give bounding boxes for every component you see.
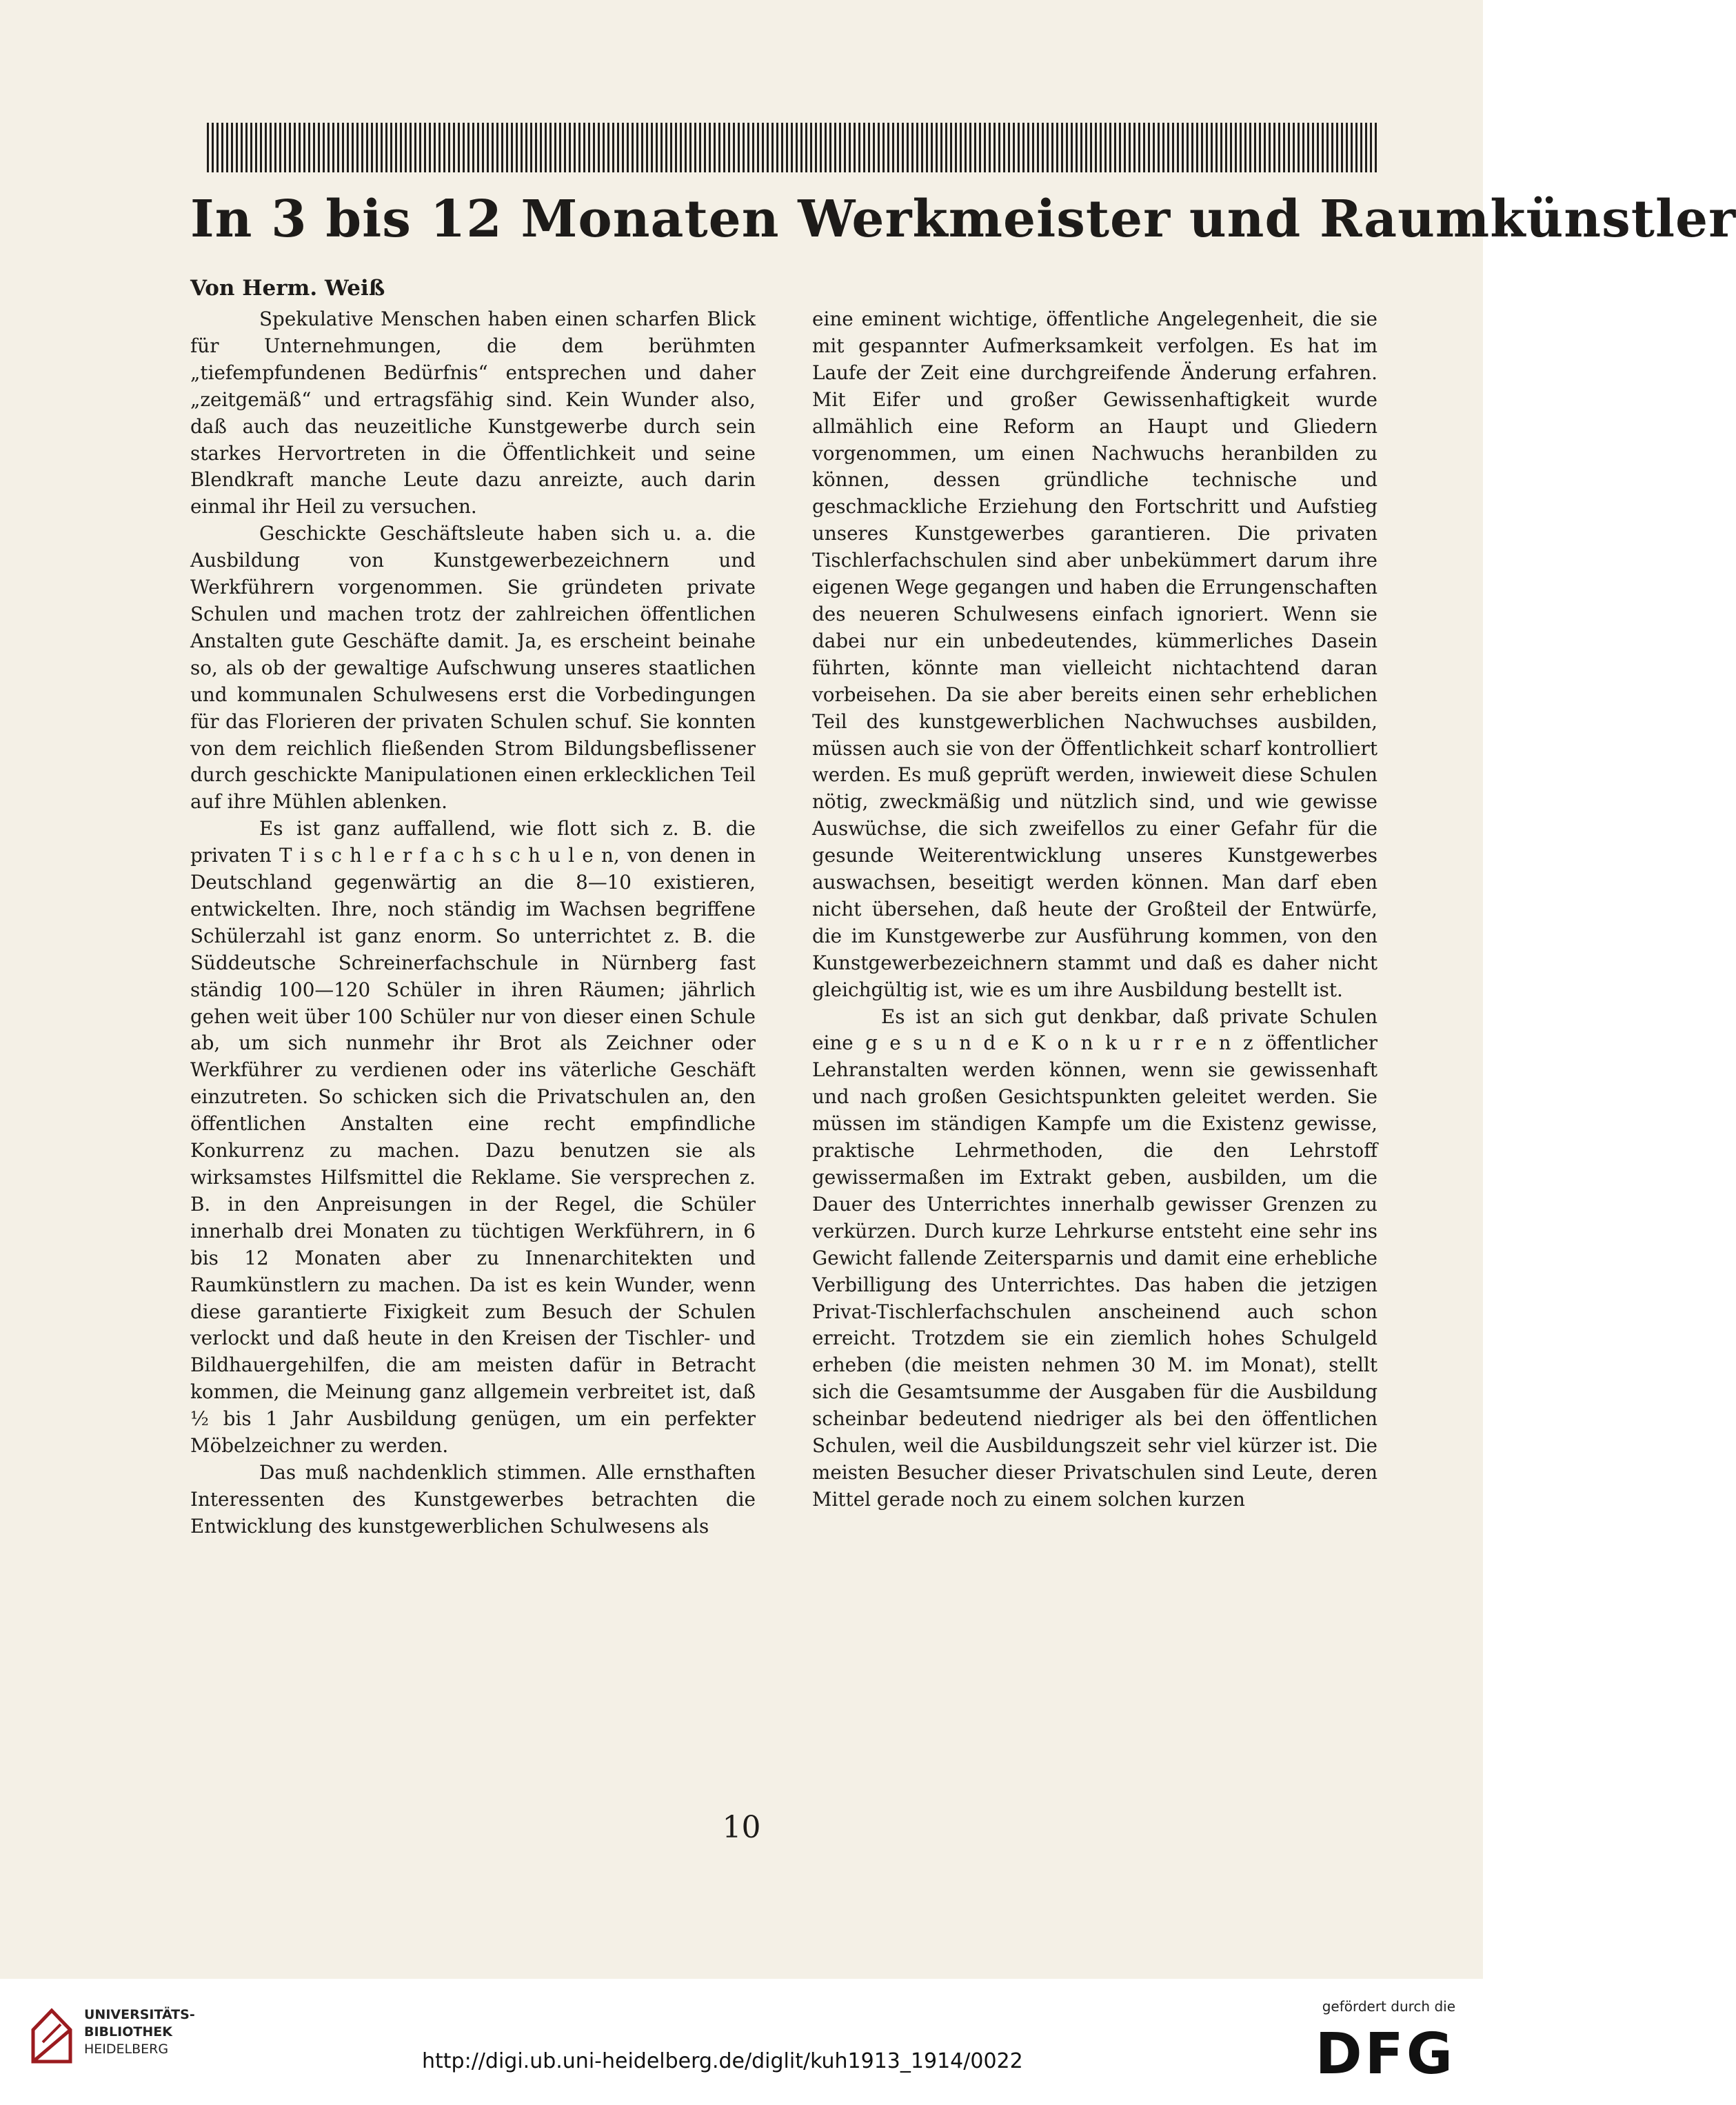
permalink-url[interactable]: http://digi.ub.uni-heidelberg.de/diglit/kuh1913_1914/0022	[422, 2049, 1023, 2073]
library-name-line: UNIVERSITÄTS-	[84, 2007, 195, 2022]
right-text-column	[812, 306, 1377, 1513]
left-text-column	[190, 306, 756, 1540]
dfg-logo: DFG	[1315, 2022, 1455, 2087]
library-name-line: HEIDELBERG	[84, 2042, 169, 2057]
paragraph: Das muß nachdenklich stimmen. Alle ernsthaften Interessenten des Kunstgewerbes betrachten die Entwicklung des kunstgewerblichen Schulwesens als	[190, 1460, 756, 1538]
paragraph: eine eminent wichtige, öffentliche Angelegenheit, die sie mit gespannter Aufmerksamkeit verfolgen. Es hat im Laufe der Zeit eine durchgreifende Änderung erfahren. Mit Eifer und großer Gewissenhaftigkeit wurde allmählich eine Reform an Haupt und Gliedern vorgenommen, um einen Nachwuchs heranbilden zu können, dessen gründliche technische und geschmackliche Erziehung den Fortschritt und Aufstieg unseres Kunstgewerbes garantieren. Die privaten Tischlerfachschulen sind aber unbekümmert darum ihre eigenen Wege gegangen und haben die Errungenschaften des neueren Schulwesens einfach ignoriert. Wenn sie dabei nur ein unbedeutendes, kümmerliches Dasein führten, könnte man vielleicht nichtachtend daran vorbeisehen. Da sie aber bereits einen sehr erheblichen Teil des kunstgewerblichen Nachwuchses ausbilden, müssen auch sie von der Öffentlichkeit scharf kontrolliert werden. Es muß geprüft werden, inwieweit diese Schulen nötig, zweckmäßig und nützlich sind, und wie gewisse Auswüchse, die sich zweifellos zu einer Gefahr für die gesunde Weiterentwicklung unseres Kunstgewerbes auswachsen, beseitigt werden können. Man darf eben nicht übersehen, daß heute der Großteil der Entwürfe, die im Kunstgewerbe zur Ausführung kommen, von den Kunstgewerbezeichnern stammt und daß es daher nicht gleichgültig ist, wie es um ihre Ausbildung bestellt ist.	[812, 308, 1377, 1001]
page-number: 10	[722, 1810, 761, 1845]
paragraph: Spekulative Menschen haben einen scharfen Blick für Unternehmungen, die dem berühmten „tiefempfundenen Bedürfnis“ entsprechen und daher „zeitgemäß“ und ertragsfähig sind. Kein Wunder also, daß auch das neuzeitliche Kunstgewerbe durch sein starkes Hervortreten in die Öffentlichkeit und seine Blendkraft manche Leute dazu anreizte, auch darin einmal ihr Heil zu versuchen.	[190, 308, 756, 518]
funding-note: gefördert durch die	[1322, 1998, 1455, 2015]
digitization-footer	[0, 1979, 1483, 2105]
library-name-line: BIBLIOTHEK	[84, 2024, 172, 2039]
paragraph: Geschickte Geschäftsleute haben sich u. a. die Ausbildung von Kunstgewerbezeichnern und Werkführern vorgenommen. Sie gründeten private Schulen und machen trotz der zahlreichen öffentlichen Anstalten gute Geschäfte damit. Ja, es erscheint beinahe so, als ob der gewaltige Aufschwung unseres staatlichen und kommunalen Schulwesens erst die Vorbedingungen für das Florieren der privaten Schulen schuf. Sie konnten von dem reichlich fließenden Strom Bildungsbeflissener durch geschickte Manipulationen einen erklecklichen Teil auf ihre Mühlen ablenken.	[190, 522, 756, 814]
article-title: In 3 bis 12 Monaten Werkmeister und Raumkünstler	[190, 190, 1736, 249]
article-byline: Von Herm. Weiß	[190, 276, 385, 301]
library-name	[84, 2006, 195, 2058]
decorative-header-rule	[207, 123, 1379, 172]
paragraph: Es ist ganz auffallend, wie flott sich z. B. die privaten T i s c h l e r f a c h s c h u l e n, von denen in Deutschland gegenwärtig an die 8—10 existieren, entwickelten. Ihre, noch ständig im Wachsen begriffene Schülerzahl ist ganz enorm. So unterrichtet z. B. die Süddeutsche Schreinerfachschule in Nürnberg fast ständig 100—120 Schüler in ihren Räumen; jährlich gehen weit über 100 Schüler nur von dieser einen Schule ab, um sich nunmehr ihr Brot als Zeichner oder Werkführer zu verdienen oder ins väterliche Geschäft einzutreten. So schicken sich die Privatschulen an, den öffentlichen Anstalten eine recht empfindliche Konkurrenz zu machen. Dazu benutzen sie als wirksamstes Hilfsmittel die Reklame. Sie versprechen z. B. in den Anpreisungen in der Regel, die Schüler innerhalb drei Monaten zu tüchtigen Werkführern, in 6 bis 12 Monaten aber zu Innenarchitekten und Raumkünstlern zu machen. Da ist es kein Wunder, wenn diese garantierte Fixigkeit zum Besuch der Schulen verlockt und daß heute in den Kreisen der Tischler- und Bildhauergehilfen, die am meisten dafür in Betracht kommen, die Meinung ganz allgemein verbreitet ist, daß ½ bis 1 Jahr Ausbildung genügen, um ein perfekter Möbelzeichner zu werden.	[190, 817, 756, 1458]
paragraph: Es ist an sich gut denkbar, daß private Schulen eine g e s u n d e K o n k u r r e n z öffentlicher Lehranstalten werden können, wenn sie gewissenhaft und nach großen Gesichtspunkten geleitet werden. Sie müssen im ständigen Kampfe um die Existenz gewisse, praktische Lehrmethoden, die den Lehrstoff gewissermaßen im Extrakt geben, ausbilden, um die Dauer des Unterrichtes innerhalb gewisser Grenzen zu verkürzen. Durch kurze Lehrkurse entsteht eine sehr ins Gewicht fallende Zeitersparnis und damit eine erhebliche Verbilligung des Unterrichtes. Das haben die jetzigen Privat-Tischlerfachschulen anscheinend auch schon erreicht. Trotzdem sie ein ziemlich hohes Schulgeld erheben (die meisten nehmen 30 M. im Monat), stellt sich die Gesamtsumme der Ausgaben für die Ausbildung scheinbar bedeutend niedriger als bei den öffentlichen Schulen, weil die Ausbildungszeit sehr viel kürzer ist. Die meisten Besucher dieser Privatschulen sind Leute, deren Mittel gerade noch zu einem solchen kurzen	[812, 1005, 1377, 1511]
university-library-logo-icon	[28, 2004, 76, 2067]
